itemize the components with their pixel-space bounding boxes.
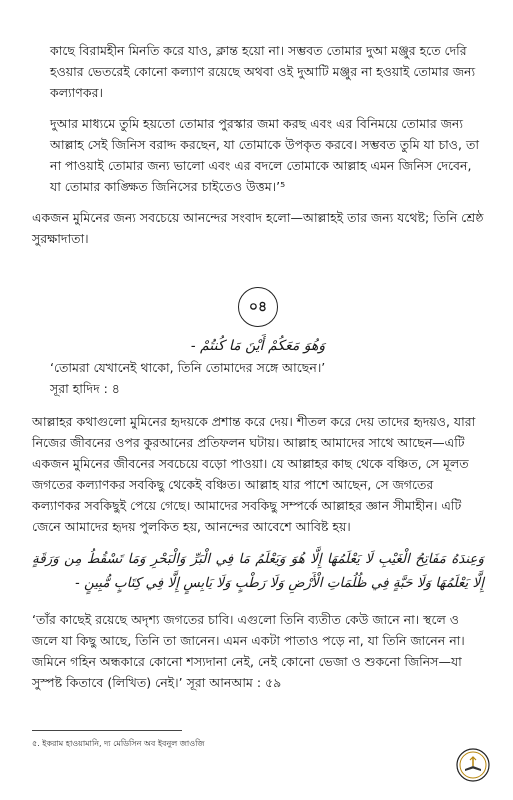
paragraph: দুআর মাধ্যমে তুমি হয়তো তোমার পুরস্কার জমা করছ এবং এর বিনিময়ে তোমার জন্য আল্লাহ সেই জিনিস বরাদ্দ করছেন, যা তোমাকে উপকৃত করবে। সম্ভবত তুমি যা চাও, তা না পাওয়াই তোমার জন্য ভালো এবং এর বদলে তোমাকে আল্লাহ এমন জিনিস দেবেন, যা তোমার কাঙ্ক্ষিত জিনিসের চাইতেও উত্তম।’⁵ bbox=[50, 116, 479, 194]
quoted-advice bbox=[50, 40, 484, 197]
conclusion-paragraph: একজন মুমিনের জন্য সবচেয়ে আনন্দের সংবাদ হলো—আল্লাহই তার জন্য যথেষ্ট; তিনি শ্রেষ্ঠ সুরক্ষাদাতা। bbox=[32, 210, 484, 246]
section-header bbox=[32, 287, 484, 327]
translation-short: ‘তোমরা যেখানেই থাকো, তিনি তোমাদের সঙ্গে আছেন।’ bbox=[50, 360, 326, 375]
body-paragraph: আল্লাহর কথাগুলো মুমিনের হৃদয়কে প্রশান্ত করে দেয়। শীতল করে দেয় তাদের হৃদয়ও, যারা নিজের জীবনের ওপর কুরআনের প্রতিফলন ঘটায়। আল্লাহ আমাদের সাথে আছেন—এটি একজন মুমিনের জীবনের সবচেয়ে বড়ো পাওয়া। যে আল্লাহর কাছ থেকে বঞ্চিত, সে মূলত জগতের কল্যাণকর সবকিছু থেকেই বঞ্চিত। আল্লাহ যার পাশে আছেন, সে জগতের কল্যাণকর সবকিছুই পেয়ে গেছে। আমাদের সবকিছু সম্পর্কে আল্লাহর জ্ঞান সীমাহীন। এটি জেনে আমাদের হৃদয় পুলকিত হয়, আনন্দের আবেশে আবিষ্ট হয়। bbox=[32, 414, 476, 534]
paragraph: কাছে বিরামহীন মিনতি করে যাও, ক্লান্ত হয়ো না। সম্ভবত তোমার দুআ মঞ্জুর হতে দেরি হওয়ার ভেতরেই কোনো কল্যাণ রয়েছে অথবা ওই দুআটি মঞ্জুর না হওয়াই তোমার জন্য কল্যাণকর। bbox=[50, 43, 476, 100]
page-content bbox=[32, 40, 484, 703]
verse-reference: সূরা হাদিদ : ৪ bbox=[50, 381, 120, 396]
verse-translation-block bbox=[50, 357, 484, 399]
arabic-verse-long: وَعِندَهُ مَفَاتِحُ الْغَيْبِ لَا يَعْلَمُهَا إِلَّا هُوَ وَيَعْلَمُ مَا فِي الْبَرِّ وَالْبَحْرِ وَمَا تَسْقُطُ مِن وَرَقَةٍ إِلَّا يَعْلَمُهَا وَلَا حَبَّةٍ فِي ظُلُمَاتِ الْأَرْضِ وَلَا رَطْبٍ وَلَا يَابِسٍ إِلَّا فِي كِتَابٍ مُّبِينٍ - bbox=[32, 551, 484, 591]
footnote-divider bbox=[32, 730, 182, 731]
footnote: ৫. ইকরাম হাওয়ামানি, দ্য মেডিসিন অব ইবনুল জাওজি bbox=[32, 739, 205, 748]
section-number-badge: ০৪ bbox=[238, 287, 278, 327]
translation-long: ‘তাঁর কাছেই রয়েছে অদৃশ্য জগতের চাবি। এগুলো তিনি ব্যতীত কেউ জানে না। স্থলে ও জলে যা কিছু আছে, তিনি তা জানেন। এমন একটা পাতাও পড়ে না, যা তিনি জানেন না। জমিনে গহিন অন্ধকারে কোনো শস্যদানা নেই, নেই কোনো ভেজা ও শুকনো জিনিস—যা সুস্পষ্ট কিতাবে (লিখিত) নেই।’ সূরা আনআম : ৫৯ bbox=[32, 612, 465, 690]
arabic-verse-short: وَهُوَ مَعَكُمْ أَيْنَ مَا كُنتُمْ - bbox=[190, 338, 326, 354]
publisher-logo-icon bbox=[456, 748, 490, 782]
